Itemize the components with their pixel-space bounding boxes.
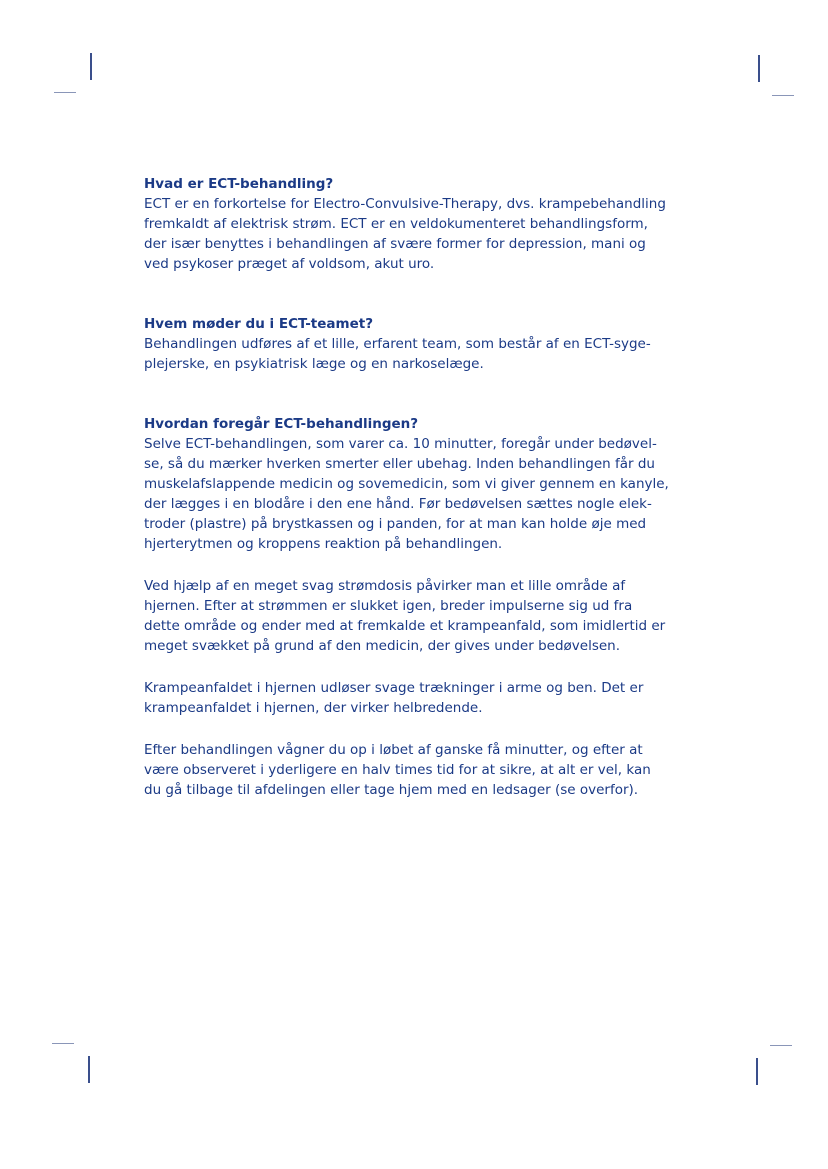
section-heading: Hvem møder du i ECT-teamet? bbox=[144, 316, 374, 332]
crop-mark-bottom-right-vertical bbox=[756, 1058, 758, 1085]
crop-mark-top-left-horizontal bbox=[54, 92, 76, 93]
section-heading: Hvordan foregår ECT-behandlingen? bbox=[144, 416, 419, 432]
crop-mark-bottom-right-horizontal bbox=[770, 1045, 792, 1046]
section-paragraph: Ved hjælp af en meget svag strømdosis påvirker man et lille område af hjernen. Efter at strømmen er slukket igen, breder impulserne sig ud fra dette område og ender med at fremkalde et krampeanfald, som imidlertid er meget svækket på grund af den medicin, der gives under bedøvelsen. bbox=[144, 578, 666, 654]
crop-mark-top-left-vertical bbox=[90, 53, 92, 80]
section-paragraph: Krampeanfaldet i hjernen udløser svage trækninger i arme og ben. Det er krampeanfaldet i hjernen, der virker helbredende. bbox=[144, 680, 644, 716]
section-paragraph: Selve ECT-behandlingen, som varer ca. 10 minutter, foregår under bedøvel- se, så du mærker hverken smerter eller ubehag. Inden behandlingen får du muskelafslappende medicin og sovemedicin, som vi giver gennem en kanyle, der lægges i en blodåre i den ene hånd. Før bedøvelsen sættes nogle elek- troder (plastre) på brystkassen og i panden, for at man kan holde øje med hjerterytmen og kroppens reaktion på behandlingen. bbox=[144, 436, 669, 552]
section-heading: Hvad er ECT-behandling? bbox=[144, 176, 334, 192]
crop-mark-bottom-left-horizontal bbox=[52, 1043, 74, 1044]
crop-mark-bottom-left-vertical bbox=[88, 1056, 90, 1083]
section-how-ect-works bbox=[144, 414, 704, 800]
section-what-is-ect bbox=[144, 174, 704, 274]
document-body bbox=[144, 174, 704, 800]
section-paragraph: Efter behandlingen vågner du op i løbet af ganske få minutter, og efter at være observeret i yderligere en halv times tid for at sikre, at alt er vel, kan du gå tilbage til afdelingen eller tage hjem med en ledsager (se overfor). bbox=[144, 742, 651, 798]
section-paragraph: ECT er en forkortelse for Electro-Convulsive-Therapy, dvs. krampebehandling fremkaldt af elektrisk strøm. ECT er en veldokumenteret behandlingsform, der især benyttes i behandlingen af svære former for depression, mani og ved psykoser præget af voldsom, akut uro. bbox=[144, 196, 666, 272]
crop-mark-top-right-vertical bbox=[758, 55, 760, 82]
section-ect-team bbox=[144, 314, 704, 374]
crop-mark-top-right-horizontal bbox=[772, 95, 794, 96]
section-paragraph: Behandlingen udføres af et lille, erfarent team, som består af en ECT-syge- plejerske, en psykiatrisk læge og en narkoselæge. bbox=[144, 336, 651, 372]
